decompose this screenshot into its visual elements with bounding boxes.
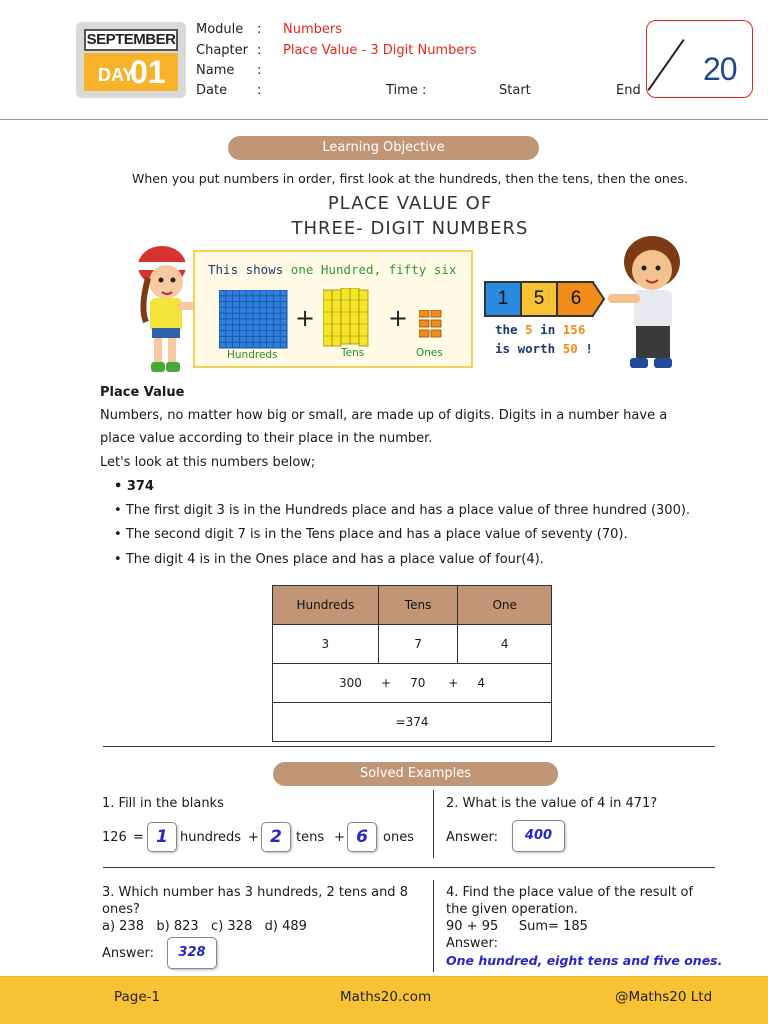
digit-tens: 5 xyxy=(520,281,558,317)
calendar-day-number: 01 xyxy=(130,54,166,90)
chapter-sep: : xyxy=(257,43,262,58)
q3-answer-box[interactable]: 328 xyxy=(167,937,217,969)
module-label: Module xyxy=(196,22,244,37)
calendar-badge xyxy=(76,22,186,98)
table-cell: 4 xyxy=(458,625,552,664)
bullet-mark: • xyxy=(114,479,123,494)
footer-page: Page-1 xyxy=(114,989,161,1005)
bullet-text: 374 xyxy=(126,479,154,494)
worth-line-1 xyxy=(495,322,585,337)
chapter-value: Place Value - 3 Digit Numbers xyxy=(283,43,477,58)
start-label: Start xyxy=(499,83,531,98)
bullet-item xyxy=(114,502,690,520)
table-cell-total: =374 xyxy=(273,703,552,742)
arrow-tip-icon xyxy=(592,281,606,317)
table-header-cell: Hundreds xyxy=(273,586,379,625)
bullet-mark: • xyxy=(114,527,122,542)
plus-sign-1: + xyxy=(295,304,316,332)
worth-digit: 5 xyxy=(525,322,533,337)
hundreds-block-icon xyxy=(219,290,289,350)
place-value-illustration xyxy=(193,250,473,368)
q1-tens-word: tens xyxy=(296,830,325,845)
table-row xyxy=(273,664,552,703)
q2-answer-box[interactable]: 400 xyxy=(512,820,565,852)
digit-ones: 6 xyxy=(556,281,594,317)
solved-examples-pill: Solved Examples xyxy=(273,762,558,786)
logo-number: 20 xyxy=(703,51,737,87)
calendar-month: SEPTEMBER xyxy=(84,29,178,51)
place-value-para-1: Numbers, no matter how big or small, are made up of digits. Digits in a number have a xyxy=(100,408,668,423)
footer-bar xyxy=(0,976,768,1024)
q1-hundreds-blank[interactable]: 1 xyxy=(147,822,177,852)
chapter-label: Chapter xyxy=(196,43,248,58)
hundreds-label: Hundreds xyxy=(227,349,278,361)
q1-tens-blank[interactable]: 2 xyxy=(261,822,291,852)
table-header-row xyxy=(273,586,552,625)
footer-site-link[interactable]: Maths20.com xyxy=(340,989,432,1005)
column-divider xyxy=(433,790,434,858)
tens-rods-icon xyxy=(323,288,379,350)
bullet-mark: • xyxy=(114,503,122,518)
title-line-2: THREE- DIGIT NUMBERS xyxy=(291,218,529,239)
shows-prefix: This shows xyxy=(208,262,284,277)
q4-answer: One hundred, eight tens and five ones. xyxy=(446,953,723,968)
maths20-logo xyxy=(646,20,753,98)
date-sep: : xyxy=(257,83,262,98)
plus-sign-2: + xyxy=(388,304,409,332)
learning-objective-text: When you put numbers in order, first look at the hundreds, then the tens, then the ones. xyxy=(131,171,689,186)
q1-plus-1: + xyxy=(248,830,259,845)
date-label: Date xyxy=(196,83,228,98)
row-divider xyxy=(103,867,715,868)
bullet-text: The digit 4 is in the Ones place and has a place value of four(4). xyxy=(125,552,544,567)
shows-value: one Hundred, fifty six xyxy=(290,262,457,277)
table-cell-expanded: 300 + 70 + 4 xyxy=(273,664,552,703)
end-label: End xyxy=(616,83,641,98)
q1-equals: = xyxy=(133,830,144,845)
calendar-day xyxy=(84,53,178,91)
logo-slash-icon xyxy=(647,39,684,91)
q4-answer-label: Answer: xyxy=(446,936,499,951)
calendar-day-label: DAY xyxy=(98,65,135,85)
table-header-cell: One xyxy=(458,586,552,625)
boy-character-icon xyxy=(606,232,690,376)
q1-ones-blank[interactable]: 6 xyxy=(347,822,377,852)
bullet-text: The second digit 7 is in the Tens place and has a place value of seventy (70). xyxy=(125,527,628,542)
footer-brand: @Maths20 Ltd xyxy=(615,989,713,1005)
q4-line-2: the given operation. xyxy=(446,902,578,917)
girl-character-icon xyxy=(126,238,198,374)
q1-hundreds-word: hundreds xyxy=(180,830,242,845)
q1-number: 126 xyxy=(102,830,127,845)
section-divider xyxy=(103,746,715,747)
q3-answer-label: Answer: xyxy=(102,946,155,961)
worth-in: in xyxy=(540,322,556,337)
table-cell: 7 xyxy=(378,625,458,664)
name-sep: : xyxy=(257,63,262,78)
worth-the: the xyxy=(495,322,518,337)
table-row xyxy=(273,703,552,742)
worth-line-2 xyxy=(495,341,593,356)
bullet-text: The first digit 3 is in the Hundreds place and has a place value of three hundred (300). xyxy=(125,503,691,518)
worth-end: ! xyxy=(585,341,593,356)
shows-text xyxy=(208,262,456,277)
place-value-para-2: place value according to their place in the number. xyxy=(100,431,433,446)
table-cell: 3 xyxy=(273,625,379,664)
tens-label: Tens xyxy=(341,347,365,359)
q2-prompt: 2. What is the value of 4 in 471? xyxy=(446,796,658,811)
place-value-heading: Place Value xyxy=(100,385,185,400)
digit-hundreds: 1 xyxy=(484,281,522,317)
module-sep: : xyxy=(257,22,262,37)
module-value: Numbers xyxy=(283,22,342,37)
title-line-1: PLACE VALUE OF xyxy=(327,193,493,214)
q3-line-2: ones? xyxy=(102,902,140,917)
worth-number: 156 xyxy=(562,322,586,337)
worth-is: is worth xyxy=(495,341,556,356)
q1-plus-2: + xyxy=(334,830,345,845)
bullet-mark: • xyxy=(114,552,122,567)
bullet-item xyxy=(114,526,628,544)
bullet-item xyxy=(114,551,544,569)
q3-options: a) 238 b) 823 c) 328 d) 489 xyxy=(102,919,307,934)
digit-strip xyxy=(484,281,604,317)
place-value-para-3: Let's look at this numbers below; xyxy=(100,455,316,470)
table-row xyxy=(273,625,552,664)
q2-answer-label: Answer: xyxy=(446,830,499,845)
q4-line-3: 90 + 95 Sum= 185 xyxy=(446,919,588,934)
q1-ones-word: ones xyxy=(383,830,414,845)
bullet-item xyxy=(114,478,154,496)
worth-value: 50 xyxy=(562,341,578,356)
column-divider xyxy=(433,880,434,972)
place-value-table xyxy=(272,585,552,742)
table-header-cell: Tens xyxy=(378,586,458,625)
header-divider xyxy=(0,119,768,120)
ones-cubes-icon xyxy=(419,310,445,340)
name-label: Name xyxy=(196,63,235,78)
learning-objective-pill: Learning Objective xyxy=(228,136,539,160)
q4-line-1: 4. Find the place value of the result of xyxy=(446,885,694,900)
time-label: Time : xyxy=(386,83,427,98)
ones-label: Ones xyxy=(416,347,443,359)
q3-line-1: 3. Which number has 3 hundreds, 2 tens and 8 xyxy=(102,885,408,900)
q1-prompt: 1. Fill in the blanks xyxy=(102,796,224,811)
